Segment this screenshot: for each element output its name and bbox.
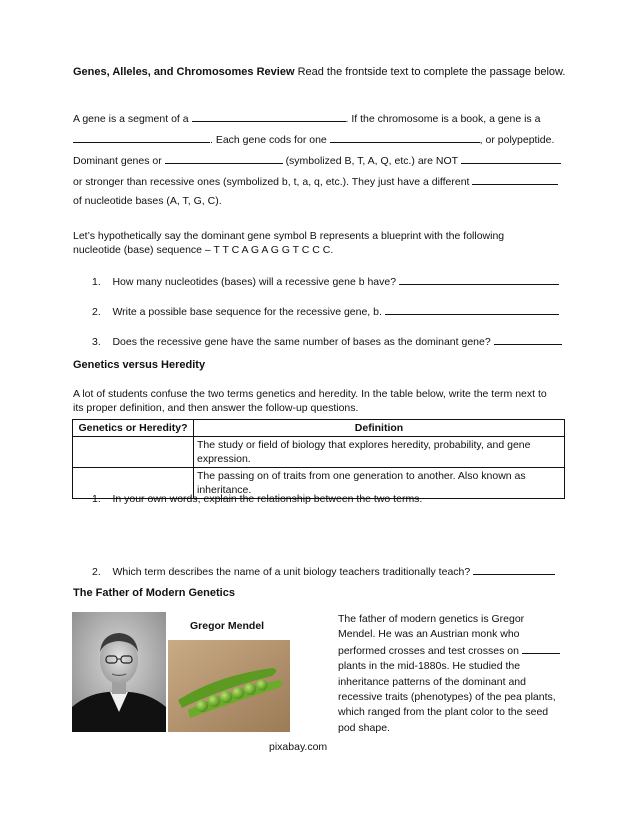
- question-2: [92, 304, 559, 318]
- image-credit: pixabay.com: [269, 741, 328, 753]
- paragraph-line: Mendel. He was an Austrian monk who: [338, 628, 520, 641]
- definition-text: The study or field of biology that explores heredity, probability, and gene: [197, 439, 531, 451]
- paragraph-line: plants in the mid-1880s. He studied the: [338, 660, 521, 673]
- hypothetical-line-1: Let’s hypothetically say the dominant gene symbol B represents a blueprint with the following: [73, 230, 505, 242]
- question-number: 1.: [92, 276, 101, 288]
- followup-question-2: [92, 564, 555, 578]
- passage-text: of nucleotide bases (A, T, G, C).: [73, 195, 222, 207]
- question-number: 2.: [92, 566, 101, 578]
- passage-text: . If the chromosome is a book, a gene is a: [345, 113, 541, 125]
- term-answer-cell[interactable]: [73, 437, 194, 468]
- passage-line-3: [73, 153, 561, 167]
- table-row: [73, 437, 565, 468]
- question-3: [92, 334, 562, 348]
- worksheet-instruction: Read the frontside text to complete the passage below.: [297, 66, 566, 78]
- passage-line-2: [73, 132, 554, 146]
- passage-text: (symbolized B, T, A, Q, etc.) are NOT: [285, 155, 458, 167]
- answer-blank[interactable]: [494, 334, 562, 345]
- answer-blank[interactable]: [472, 174, 558, 185]
- definition-table: [72, 419, 565, 499]
- passage-text: A gene is a segment of a: [73, 113, 189, 125]
- hypothetical-line-2: nucleotide (base) sequence – T T C A G A G G T C C C.: [73, 244, 334, 256]
- section2-intro-2: its proper definition, and then answer the follow-up questions.: [73, 402, 359, 414]
- paragraph-line: [338, 643, 560, 659]
- mendel-portrait: [72, 612, 166, 732]
- paragraph-line: The father of modern genetics is Gregor: [338, 613, 525, 625]
- question-text: In your own words, explain the relationship between the two terms.: [112, 493, 423, 505]
- answer-blank[interactable]: [192, 111, 346, 122]
- answer-blank[interactable]: [399, 274, 559, 285]
- passage-text: . Each gene cods for one: [210, 134, 327, 146]
- question-number: 2.: [92, 306, 101, 318]
- mendel-paragraph: [338, 612, 560, 736]
- passage-line-1: [73, 111, 540, 125]
- paragraph-line: pod shape.: [338, 721, 390, 734]
- passage-text: Dominant genes or: [73, 155, 162, 167]
- worksheet-header: [73, 66, 565, 78]
- pea-pod-image: [168, 640, 290, 732]
- paragraph-text: performed crosses and test crosses on: [338, 644, 519, 657]
- section-heading-genetics: Genetics versus Heredity: [73, 359, 206, 371]
- answer-blank[interactable]: [461, 153, 561, 164]
- worksheet-title: Genes, Alleles, and Chromosomes Review: [73, 66, 295, 78]
- paragraph-line: which ranged from the plant color to the seed: [338, 706, 549, 719]
- passage-text: , or polypeptide.: [479, 134, 555, 146]
- passage-line-5: [73, 195, 222, 207]
- definition-text: expression.: [197, 453, 251, 465]
- question-text: How many nucleotides (bases) will a recessive gene b have?: [112, 276, 397, 288]
- table-header-row: [73, 420, 565, 437]
- followup-question-1: [92, 493, 422, 505]
- column-header: Genetics or Heredity?: [73, 420, 194, 437]
- section2-intro-1: A lot of students confuse the two terms genetics and heredity. In the table below, write the term next to: [73, 388, 547, 400]
- answer-blank[interactable]: [385, 304, 559, 315]
- question-text: Which term describes the name of a unit biology teachers traditionally teach?: [112, 566, 471, 578]
- passage-text: or stronger than recessive ones (symbolized b, t, a, q, etc.). They just have a different: [73, 176, 470, 188]
- passage-line-4: [73, 174, 558, 188]
- answer-blank[interactable]: [165, 153, 283, 164]
- definition-cell: [194, 437, 565, 468]
- pea-pod-photo: [168, 640, 290, 732]
- definition-text: The passing on of traits from one generation to another. Also known as: [197, 470, 526, 482]
- answer-blank[interactable]: [473, 564, 555, 575]
- answer-blank[interactable]: [330, 132, 480, 143]
- question-1: [92, 274, 559, 288]
- answer-blank[interactable]: [522, 643, 560, 654]
- column-header: Definition: [194, 420, 565, 437]
- definition-text: inheritance.: [197, 484, 252, 496]
- paragraph-line: inheritance patterns of the dominant and: [338, 675, 526, 688]
- question-text: Does the recessive gene have the same number of bases as the dominant gene?: [112, 336, 491, 348]
- question-text: Write a possible base sequence for the recessive gene, b.: [112, 306, 382, 318]
- photo-caption: Gregor Mendel: [190, 620, 265, 632]
- mendel-portrait-image: [72, 612, 166, 732]
- section-heading-father: The Father of Modern Genetics: [73, 587, 235, 599]
- answer-blank[interactable]: [73, 132, 210, 143]
- question-number: 1.: [92, 493, 101, 505]
- paragraph-line: recessive traits (phenotypes) of the pea plants,: [338, 691, 556, 704]
- question-number: 3.: [92, 336, 101, 348]
